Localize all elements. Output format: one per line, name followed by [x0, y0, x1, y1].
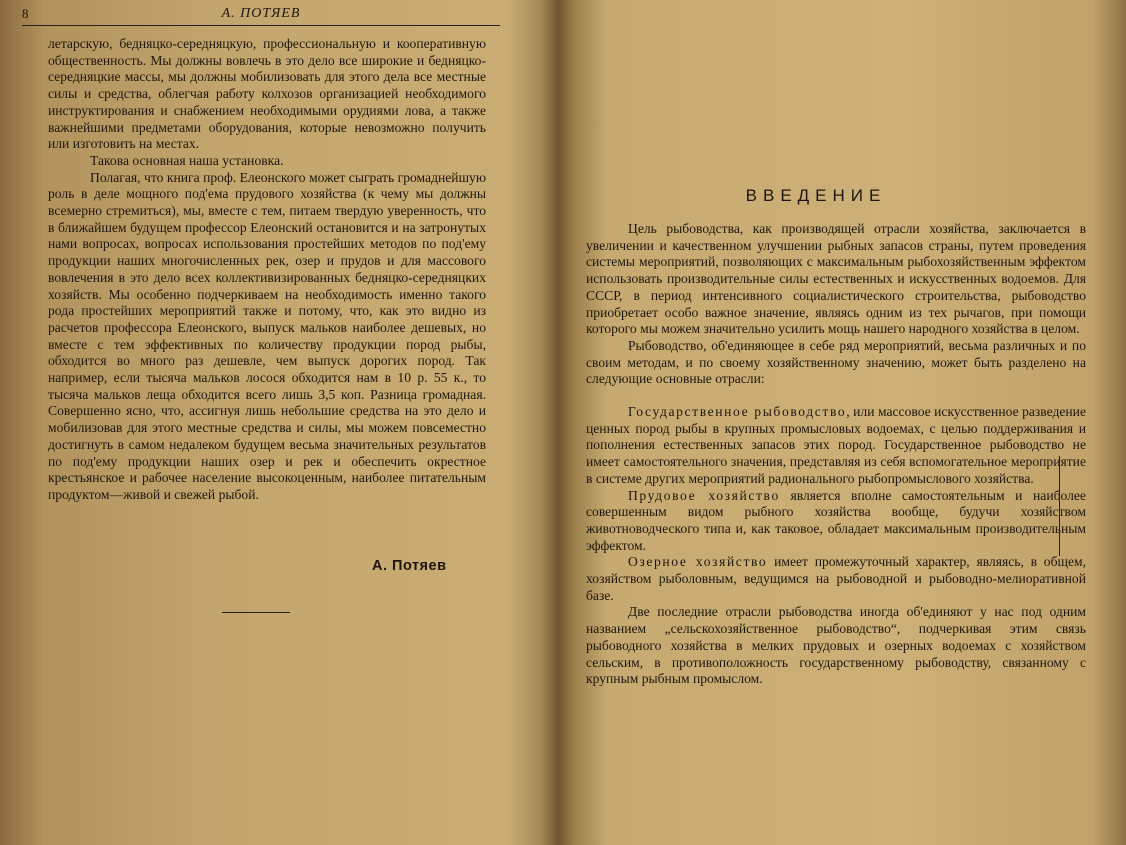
- branch-text: имеет промежуточный характер, являясь, в общем, хозяйством рыболовным, ведущимся на рыбоводной и рыбоводно-мелиоративной базе.: [586, 554, 1086, 603]
- page-header: [22, 6, 500, 24]
- right-body-text: [586, 221, 1086, 688]
- left-body-text: [48, 36, 486, 504]
- branch-text: , или массовое искусственное разведение ценных пород рыбы в крупных промысловых водоемах, с целью поддерживания и пополнения естественных запасов этих пород. Государственное рыбоводство не имеет самостоятельного значения, представляя из себя вспомогательное мероприятие в системе других мероприятий радионального рыбопромыслового хозяйства.: [586, 404, 1086, 486]
- paragraph: летарскую, бедняцко-середняцкую, профессиональную и кооперативную общественность. Мы должны вовлечь в это дело все широкие и бедняцко-середняцкие массы, мы должны мобилизовать для этого дела все местные силы и средства, облегчая работу колхозов организацией необходимого инструктирования и снабжением необходимыми орудиями лова, а также важнейшими предметами оборудования, которые невозможно получить или изготовить на местах.: [48, 36, 486, 152]
- page-number: 8: [22, 6, 29, 21]
- branch-paragraph: [586, 404, 1086, 488]
- end-rule: [222, 612, 290, 613]
- running-head: А. ПОТЯЕВ: [221, 6, 301, 21]
- branch-text: является вполне самостоятельным и наиболее совершенным видом рыбного хозяйства вообще, будучи хозяйством животноводческого типа и, как таковое, обладает максимальным производительным эффектом.: [586, 487, 1086, 553]
- branch-term: Государственное рыбоводство: [628, 404, 847, 420]
- paragraph: Такова основная наша установка.: [90, 152, 284, 168]
- paragraph: Две последние отрасли рыбоводства иногда об'единяют у нас под одним названием „сельскохозяйственное рыбоводство“, подчеркивая этим связь рыбоводного хозяйства в мелких прудовых и озерных водоемах с хозяйством сельским, в противоположность государственному рыбоводству, связанному с крупным рыбным промыслом.: [586, 604, 1086, 687]
- header-rule: [22, 25, 500, 26]
- margin-mark: [1059, 456, 1060, 556]
- paragraph: Полагая, что книга проф. Елеонского может сыграть громаднейшую роль в деле мощного под'ема прудового хозяйства (к чему мы должны всемерно стремиться), мы, вместе с тем, питаем твердую уверенность, что в ближайшем будущем профессор Елеонский остановится и на затронутых нами вопросах, вопросах использования простейших методов по под'ему продукции наших многочисленных рек, озер и прудов и для массового вовлечения в это дело всех коллективизированных бедняцко-середняцких хозяйств. Мы особенно подчеркиваем на необходимость именно такого рода простейших мероприятий также и потому, что, как это видно из расчетов профессора Елеонского, выпуск мальков наиболее дешевых, но вместе с тем эффективных по количеству продукции пород рыбы, обходится во много раз дешевле, чем выпуск дорогих пород. Так например, если тысяча мальков лосося обходится нам в 10 р. 55 к., то тысяча мальков леща обходится всего лишь 3,5 коп. Разница громадная. Совершенно ясно, что, ассигнуя лишь небольшие средства на это дело и мобилизовав для этого местные средства и силы, мы можем повсеместно достигнуть в самом недалеком будущем весьма значительных результатов по под'ему продукции наших озер и рек и обеспечить окрестное крестьянское и рабочее население высокоценным, наиболее питательным продуктом—живой и свежей рыбой.: [48, 169, 486, 502]
- paragraph: Рыбоводство, об'единяющее в себе ряд мероприятий, весьма различных и по своим методам, и по своему хозяйственному значению, может быть разделено на следующие основные отрасли:: [586, 337, 1086, 387]
- author-signature: А. Потяев: [372, 558, 447, 574]
- spacer: [586, 388, 1086, 404]
- chapter-title: ВВЕДЕНИЕ: [745, 186, 887, 205]
- right-page: [548, 0, 1126, 845]
- left-page: [0, 0, 520, 845]
- branch-term: Озерное хозяйство: [628, 554, 768, 570]
- branch-term: Прудовое хозяйство: [628, 487, 780, 503]
- paragraph: Цель рыбоводства, как производящей отрасли хозяйства, заключается в увеличении и качественном улучшении рыбных запасов страны, путем проведения системы мероприятий, позволяющих с максимальным рыбохозяйственным эффектом использовать производительные силы естественных и искусственных водоемов. Для СССР, в период интенсивного социалистического строительства, рыбоводство приобретает особо важное значение, являясь одним из тех рычагов, при помощи которого мы можем значительно усилить мощь нашего народного хозяйства в целом.: [586, 221, 1086, 337]
- branch-paragraph: [586, 554, 1086, 604]
- branch-paragraph: [586, 488, 1086, 555]
